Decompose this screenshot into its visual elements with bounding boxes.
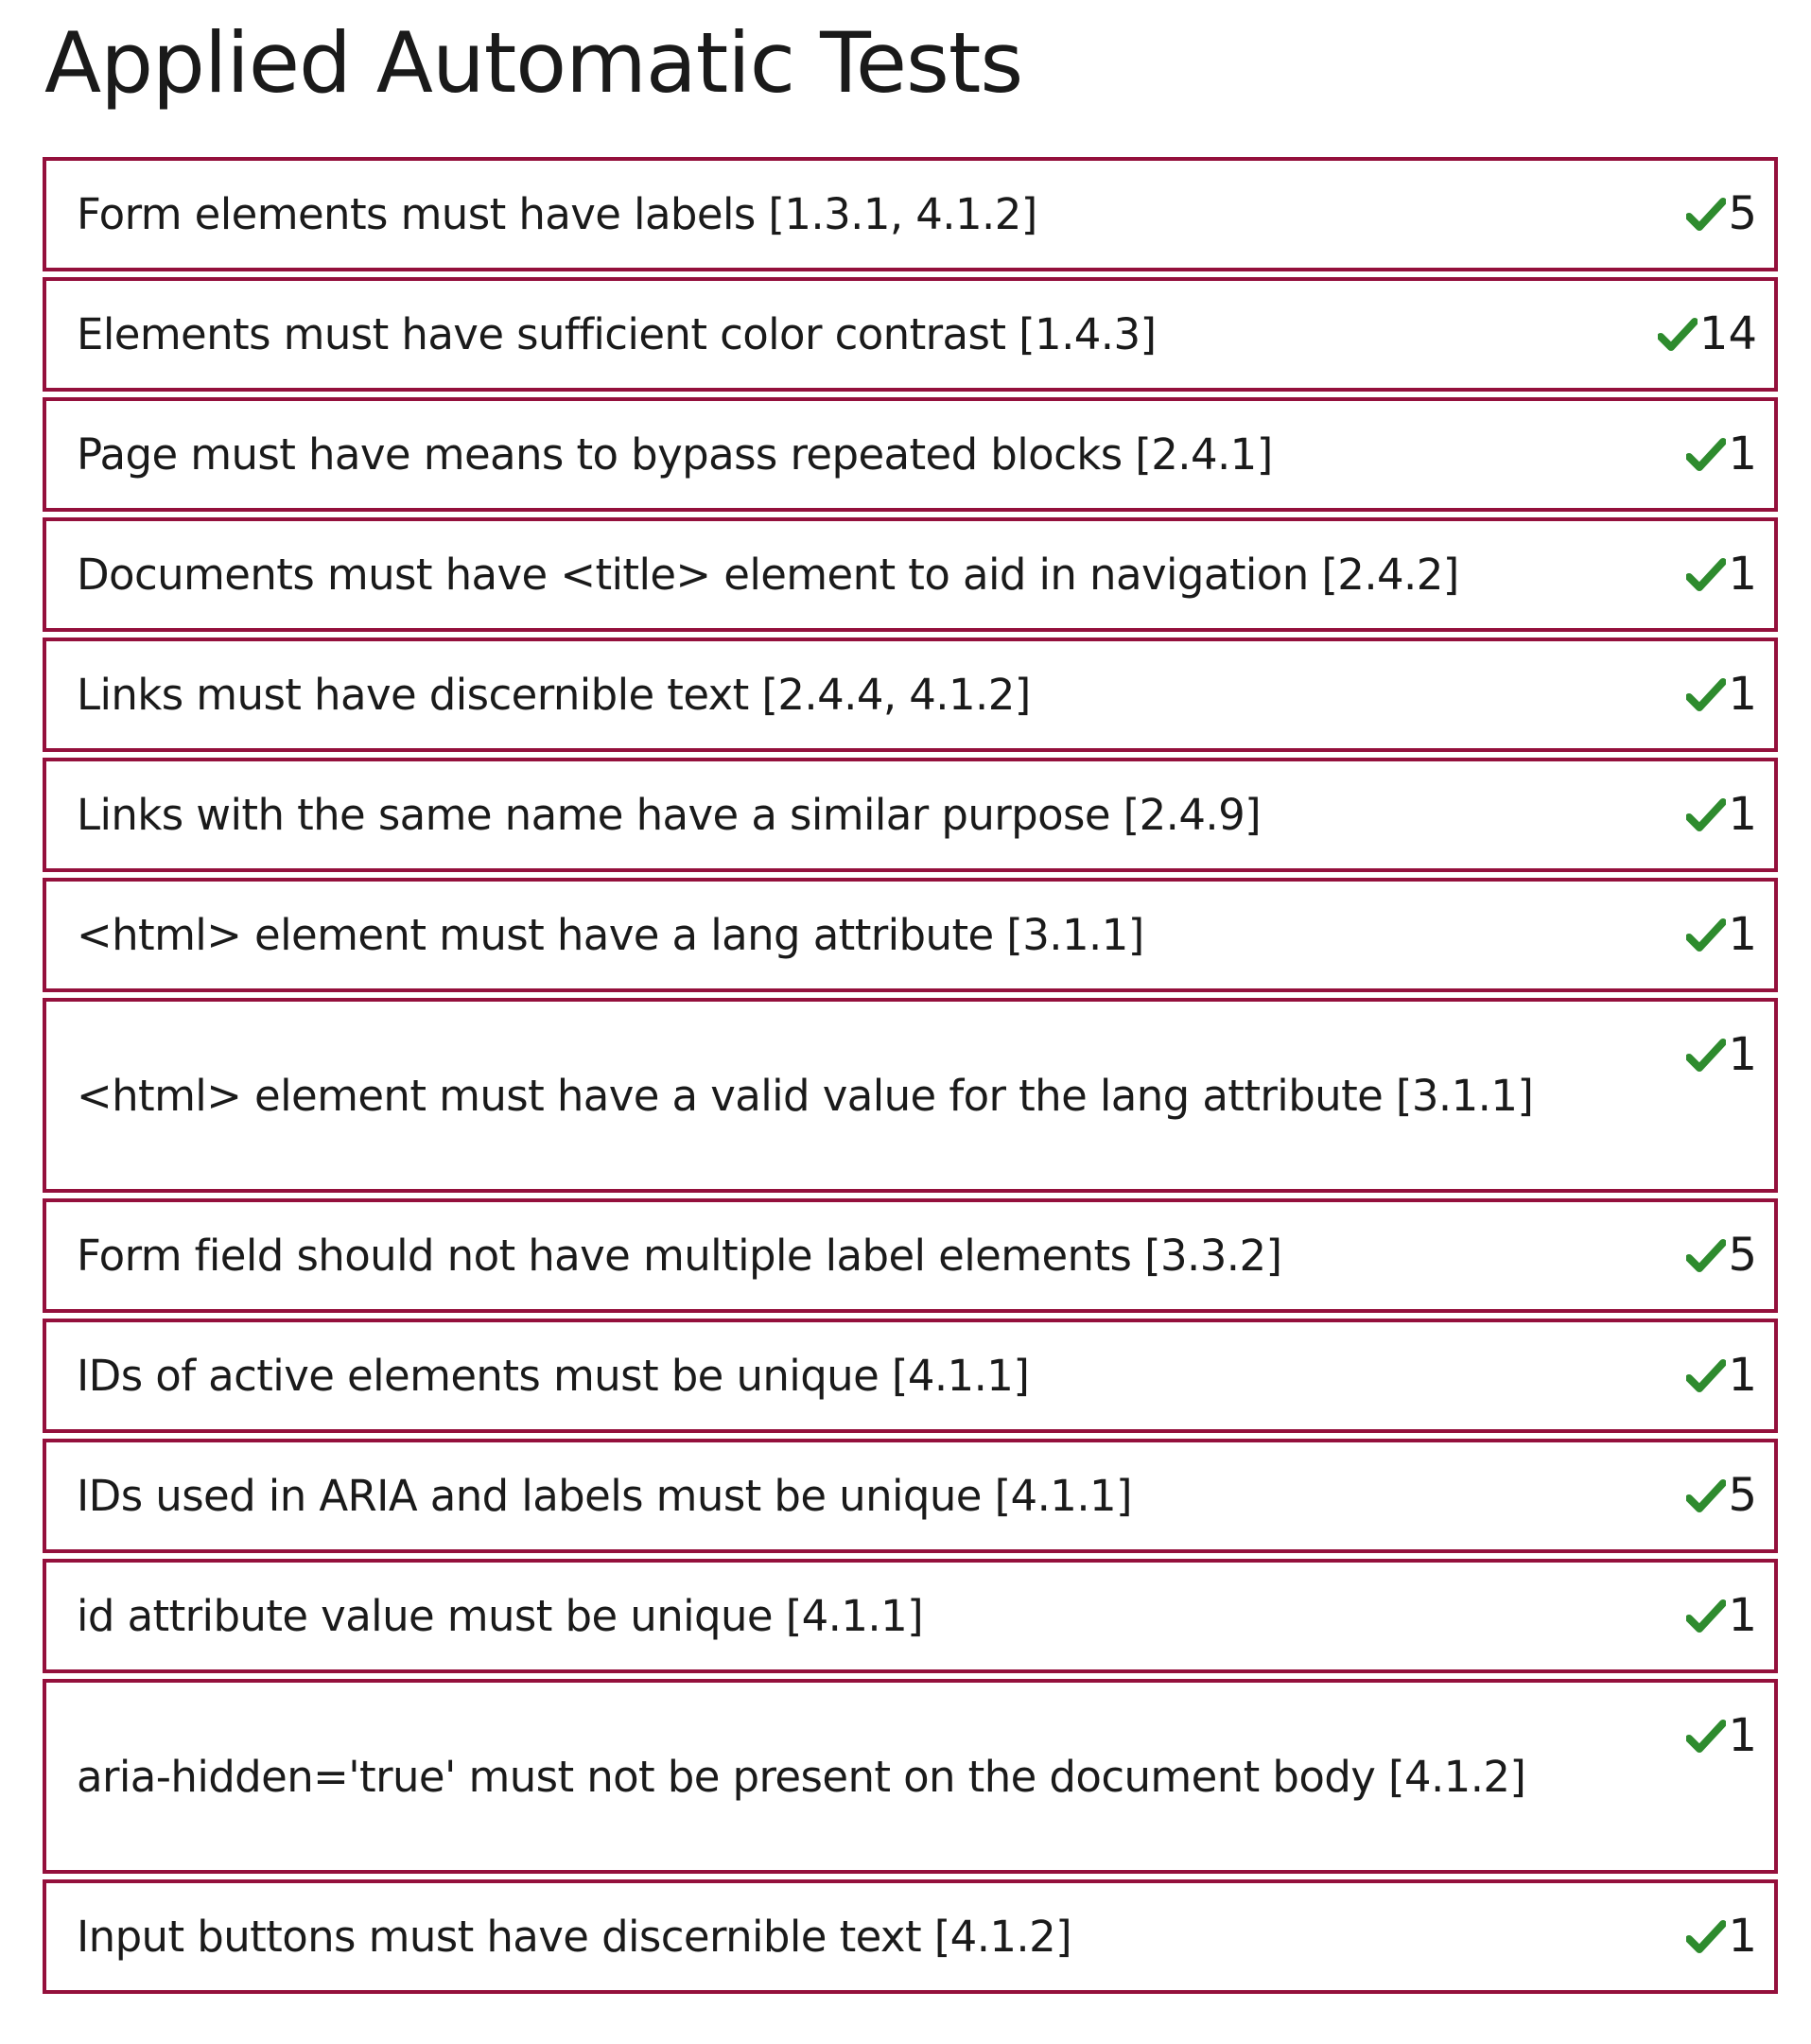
test-row[interactable] [43, 878, 1778, 992]
test-name: Documents must have <title> element to aid in navigation [2.4.2] [77, 550, 1459, 600]
test-count: 14 [1698, 307, 1757, 360]
check-icon [1686, 1720, 1726, 1754]
test-name: id attribute value must be unique [4.1.1] [77, 1591, 924, 1641]
test-row[interactable] [43, 1439, 1778, 1553]
check-icon [1686, 1479, 1726, 1513]
test-result [1658, 304, 1757, 365]
test-count: 1 [1728, 788, 1757, 841]
test-count: 5 [1728, 1469, 1757, 1522]
test-result [1686, 1465, 1757, 1527]
test-count: 5 [1728, 187, 1757, 240]
test-row[interactable] [43, 1679, 1778, 1874]
check-icon [1686, 918, 1726, 952]
test-count: 1 [1728, 1589, 1757, 1642]
test-name: <html> element must have a lang attribute [3.1.1] [77, 910, 1144, 960]
test-result [1686, 784, 1757, 846]
test-count: 1 [1728, 1910, 1757, 1963]
test-result [1686, 1705, 1757, 1767]
test-row[interactable] [43, 638, 1778, 752]
test-row[interactable] [43, 517, 1778, 632]
check-icon [1658, 318, 1698, 352]
test-row[interactable] [43, 758, 1778, 872]
test-name: IDs used in ARIA and labels must be unique [4.1.1] [77, 1471, 1133, 1521]
check-icon [1686, 798, 1726, 832]
check-icon [1686, 1920, 1726, 1954]
test-row[interactable] [43, 1319, 1778, 1433]
check-icon [1686, 1359, 1726, 1393]
tests-list [43, 157, 1778, 1994]
test-name: Form elements must have labels [1.3.1, 4.1.2] [77, 189, 1037, 239]
test-result [1686, 183, 1757, 245]
test-name: aria-hidden='true' must not be present on the document body [4.1.2] [77, 1751, 1526, 1802]
test-name: Elements must have sufficient color contrast [1.4.3] [77, 309, 1157, 359]
test-name: Links must have discernible text [2.4.4, 4.1.2] [77, 670, 1031, 720]
check-icon [1686, 678, 1726, 712]
check-icon [1686, 198, 1726, 232]
test-count: 1 [1728, 1028, 1757, 1081]
test-count: 5 [1728, 1229, 1757, 1282]
test-count: 1 [1728, 1349, 1757, 1402]
test-result [1686, 904, 1757, 966]
test-name: IDs of active elements must be unique [4.1.1] [77, 1351, 1030, 1401]
test-name: Links with the same name have a similar purpose [2.4.9] [77, 790, 1262, 840]
test-result [1686, 1585, 1757, 1647]
test-row[interactable] [43, 1198, 1778, 1313]
test-name: <html> element must have a valid value for the lang attribute [3.1.1] [77, 1070, 1534, 1121]
test-count: 1 [1728, 668, 1757, 721]
test-result [1686, 664, 1757, 725]
test-result [1686, 1345, 1757, 1406]
check-icon [1686, 1599, 1726, 1633]
check-icon [1686, 558, 1726, 592]
test-name: Form field should not have multiple label elements [3.3.2] [77, 1231, 1282, 1281]
test-name: Page must have means to bypass repeated blocks [2.4.1] [77, 429, 1273, 480]
test-result [1686, 544, 1757, 605]
test-row[interactable] [43, 998, 1778, 1193]
test-count: 1 [1728, 908, 1757, 961]
test-row[interactable] [43, 157, 1778, 271]
test-result [1686, 1024, 1757, 1086]
page-title: Applied Automatic Tests [44, 14, 1023, 112]
test-count: 1 [1728, 1709, 1757, 1762]
test-result [1686, 1225, 1757, 1286]
test-result [1686, 424, 1757, 485]
test-count: 1 [1728, 428, 1757, 480]
check-icon [1686, 1239, 1726, 1273]
test-name: Input buttons must have discernible text [4.1.2] [77, 1912, 1072, 1962]
test-row[interactable] [43, 1559, 1778, 1673]
check-icon [1686, 1039, 1726, 1073]
test-count: 1 [1728, 548, 1757, 601]
test-result [1686, 1906, 1757, 1967]
test-row[interactable] [43, 1879, 1778, 1994]
check-icon [1686, 438, 1726, 472]
test-row[interactable] [43, 277, 1778, 392]
test-row[interactable] [43, 397, 1778, 512]
